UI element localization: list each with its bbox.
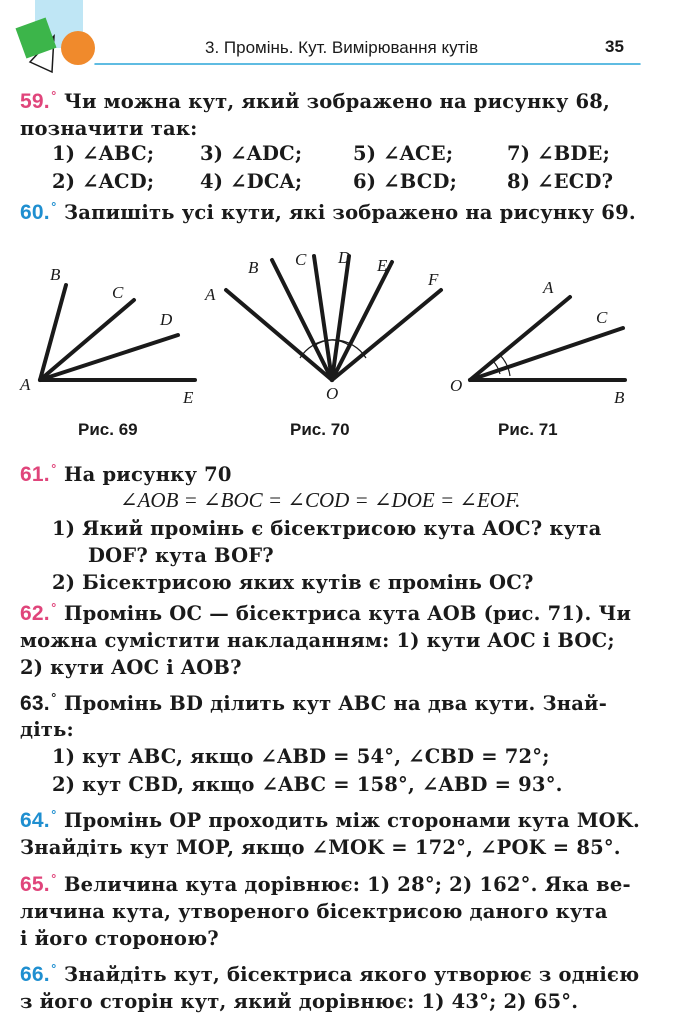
problem-59-line2: позначити так: <box>20 117 198 140</box>
problem-number: 65. <box>20 873 50 896</box>
problem-text: Запишіть усі кути, які зображено на рисунку 69. <box>64 201 636 224</box>
option: 6) ∠BCD; <box>353 170 457 193</box>
problem-text: Знайдіть кут, бісектриса якого утворює з однією <box>64 963 640 986</box>
fig71-label: A <box>543 278 554 297</box>
page-number: 35 <box>605 37 624 56</box>
fig69-label: B <box>50 265 61 284</box>
fig69-label: C <box>112 283 124 302</box>
option: 2) ∠ACD; <box>52 170 155 193</box>
problem-62-line2: можна сумістити накладанням: 1) кути AOC і BOC; <box>20 629 615 652</box>
problem-number: 60. <box>20 201 50 224</box>
figure-caption: Рис. 71 <box>498 420 558 439</box>
option: 8) ∠ECD? <box>507 170 614 193</box>
question-cont: DOF? кута BOF? <box>88 544 274 567</box>
problem-number: 61. <box>20 463 50 486</box>
fig70-label: O <box>326 384 339 403</box>
problem-text: На рисунку 70 <box>64 463 232 486</box>
figure-caption: Рис. 69 <box>78 420 138 439</box>
problem-number: 63. <box>20 692 50 715</box>
problem-62-line3: 2) кути AOC і AOB? <box>20 656 242 679</box>
question: 2) кут CBD, якщо ∠ABC = 158°, ∠ABD = 93°. <box>52 773 563 796</box>
fig69-label: E <box>183 388 194 407</box>
problem-65-line3: і його стороною? <box>20 927 219 950</box>
option: 1) ∠ABC; <box>52 142 155 165</box>
question: 2) Бісектрисою яких кутів є промінь OC? <box>52 571 534 594</box>
figures <box>0 240 695 440</box>
problem-text: Промінь BD ділить кут ABC на два кути. Знай- <box>64 692 608 715</box>
problem-62: 62.° Промінь OC — бісектриса кута AOB (рис. 71). Чи <box>20 601 632 625</box>
problem-number: 64. <box>20 809 50 832</box>
problem-63-line2: діть: <box>20 718 74 741</box>
option: 5) ∠ACE; <box>353 142 454 165</box>
fig70-label: D <box>338 248 351 267</box>
problem-text: Величина кута дорівнює: 1) 28°; 2) 162°. Яка ве- <box>64 873 631 896</box>
fig69-label: D <box>160 310 173 329</box>
chapter-title: 3. Промінь. Кут. Вимірювання кутів <box>205 38 479 57</box>
problem-60: 60.° Запишіть усі кути, які зображено на рисунку 69. <box>20 200 636 224</box>
fig69-label: A <box>20 375 31 394</box>
option: 4) ∠DCA; <box>200 170 303 193</box>
problem-number: 59. <box>20 90 50 113</box>
problem-61: 61.° На рисунку 70 <box>20 462 232 486</box>
fig70-label: A <box>205 285 216 304</box>
logo-orange-circle <box>61 31 95 65</box>
fig71-label: C <box>596 308 608 327</box>
fig70-label: B <box>248 258 259 277</box>
option: 7) ∠BDE; <box>507 142 610 165</box>
angle-equation: ∠AOB = ∠BOC = ∠COD = ∠DOE = ∠EOF. <box>120 488 521 512</box>
problem-text: Промінь OP проходить між сторонами кута MOK. <box>64 809 640 832</box>
fig71-label: O <box>450 376 463 395</box>
problem-59: 59.° Чи можна кут, який зображено на рисунку 68, <box>20 89 611 113</box>
problem-64-line2: Знайдіть кут MOP, якщо ∠MOK = 172°, ∠POK = 85°. <box>20 836 621 859</box>
problem-66-line2: з його сторін кут, який дорівнює: 1) 43°; 2) 65°. <box>20 990 579 1013</box>
fig70-label: F <box>428 270 439 289</box>
option: 3) ∠ADC; <box>200 142 303 165</box>
question: 1) кут ABC, якщо ∠ABD = 54°, ∠CBD = 72°; <box>52 745 550 768</box>
fig70-label: C <box>295 250 307 269</box>
problem-64: 64.° Промінь OP проходить між сторонами кута MOK. <box>20 808 640 832</box>
problem-63: 63.° Промінь BD ділить кут ABC на два кути. Знай- <box>20 691 608 715</box>
figure-caption: Рис. 70 <box>290 420 350 439</box>
problem-number: 62. <box>20 602 50 625</box>
fig70-label: E <box>377 256 388 275</box>
problem-66: 66.° Знайдіть кут, бісектриса якого утворює з однією <box>20 962 640 986</box>
problem-65: 65.° Величина кута дорівнює: 1) 28°; 2) 162°. Яка ве- <box>20 872 631 896</box>
fig71-label: B <box>614 388 625 407</box>
problem-text: Чи можна кут, який зображено на рисунку 68, <box>64 90 611 113</box>
problem-65-line2: личина кута, утвореного бісектрисою даного кута <box>20 900 608 923</box>
question: 1) Який промінь є бісектрисою кута AOC? кута <box>52 517 602 540</box>
problem-number: 66. <box>20 963 50 986</box>
problem-text: Промінь OC — бісектриса кута AOB (рис. 71). Чи <box>64 602 632 625</box>
